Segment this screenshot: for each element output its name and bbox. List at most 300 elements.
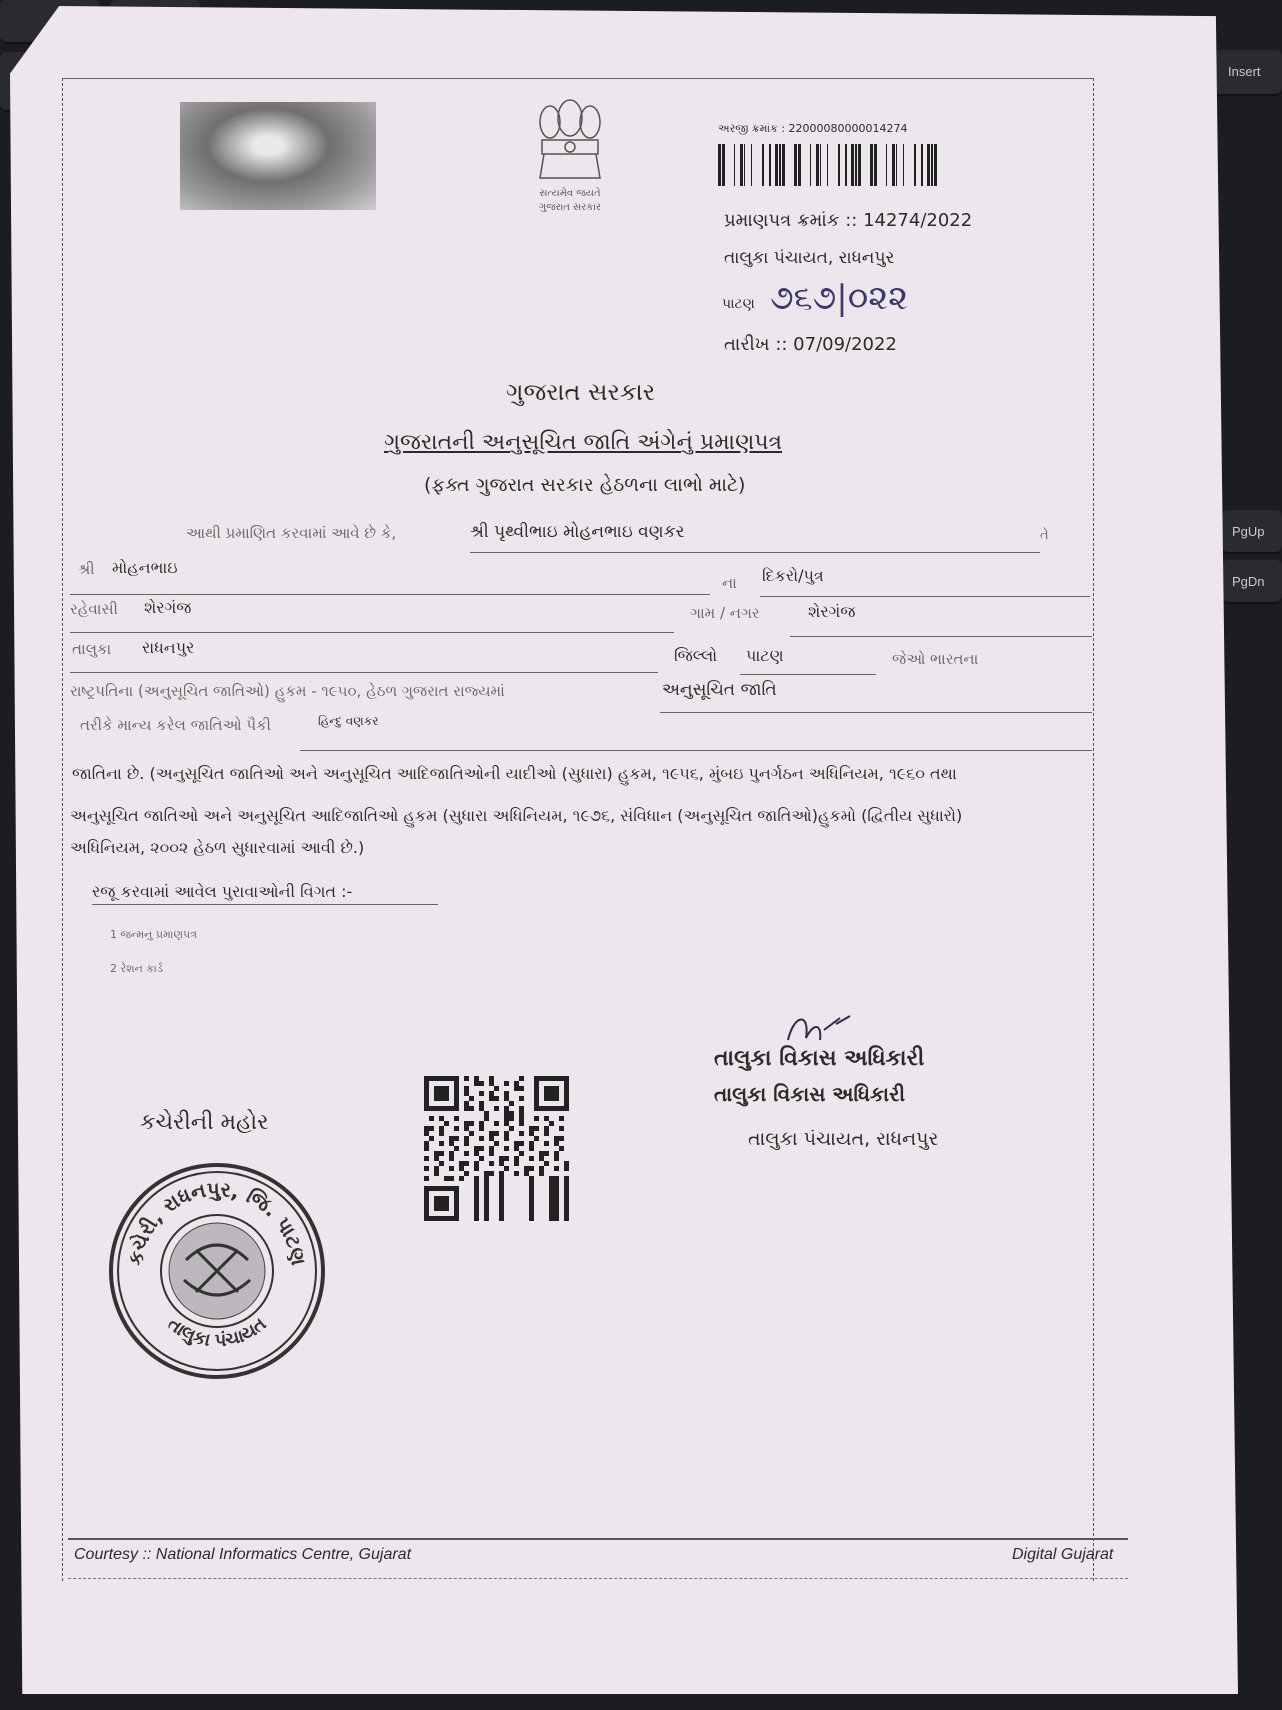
qr-module (469, 1096, 474, 1101)
qr-module (474, 1206, 479, 1211)
taluka: રાધનપુર (142, 638, 195, 657)
qr-module (544, 1131, 549, 1136)
qr-module (514, 1171, 519, 1176)
qr-module (474, 1081, 479, 1086)
qr-module (484, 1216, 489, 1221)
barcode-bar (934, 144, 937, 186)
qr-module (564, 1206, 569, 1211)
qr-module (439, 1151, 444, 1156)
handwritten-page-number: ૭૬૭|૦૨૨ (770, 278, 909, 318)
qr-module (459, 1161, 464, 1166)
qr-module (544, 1126, 549, 1131)
qr-module (424, 1126, 429, 1131)
barcode-bar (798, 144, 801, 186)
qr-module (464, 1076, 469, 1081)
qr-module (489, 1151, 494, 1156)
qr-module (484, 1206, 489, 1211)
qr-module (529, 1201, 534, 1206)
resident-label: રહેવાસી (70, 600, 118, 618)
qr-module (449, 1166, 454, 1171)
qr-module (474, 1186, 479, 1191)
qr-module (549, 1191, 554, 1196)
barcode-bar (810, 144, 811, 186)
relation-prefix: ના (722, 574, 737, 592)
barcode-bar (896, 144, 897, 186)
qr-module (429, 1126, 434, 1131)
qr-module (564, 1211, 569, 1216)
qr-module (524, 1171, 529, 1176)
qr-module (534, 1136, 539, 1141)
qr-module (504, 1091, 509, 1096)
qr-module (464, 1141, 469, 1146)
qr-module (504, 1166, 509, 1171)
qr-module (489, 1131, 494, 1136)
qr-module (479, 1121, 484, 1126)
qr-module (439, 1116, 444, 1121)
qr-module (489, 1161, 494, 1166)
qr-module (449, 1176, 454, 1181)
emblem-caption-1: સત્યમેવ જયતે (539, 188, 601, 199)
qr-module (424, 1131, 429, 1136)
qr-module (484, 1196, 489, 1201)
para-line-2: અનુસૂચિત જાતિઓ અને અનુસૂચિત આદિજાતિઓ હુકમ (સુધારા અધિનિયમ, ૧૯૭૬, સંવિધાન (અનુસૂચિત જાતિઓ)હુકમો (દ્વિતીય સુધારો) (70, 806, 963, 825)
qr-module (494, 1086, 499, 1091)
barcode-bar (827, 144, 828, 186)
qr-module (554, 1156, 559, 1161)
barcode-bar (870, 144, 873, 186)
qr-module (464, 1091, 469, 1096)
barcode-bar (744, 144, 745, 186)
qr-module (499, 1176, 504, 1181)
qr-module (504, 1131, 509, 1136)
qr-module (549, 1206, 554, 1211)
qr-module (499, 1216, 504, 1221)
qr-module (469, 1121, 474, 1126)
insert-label: Insert (1228, 64, 1261, 79)
qr-module (499, 1191, 504, 1196)
qr-module (529, 1166, 534, 1171)
qr-module (529, 1131, 534, 1136)
qr-module (464, 1106, 469, 1111)
qr-module (464, 1126, 469, 1131)
footer-digital-gujarat: Digital Gujarat (1012, 1546, 1114, 1563)
qr-module (489, 1081, 494, 1086)
qr-module (504, 1156, 509, 1161)
qr-module (539, 1151, 544, 1156)
seal-top-text: કચેરી, રાધનપુર, જિ. પાટણ (123, 1176, 312, 1268)
qr-module (499, 1156, 504, 1161)
qr-module (514, 1156, 519, 1161)
barcode-bar (820, 144, 821, 186)
qr-module (519, 1141, 524, 1146)
qr-module (514, 1161, 519, 1166)
qr-module (499, 1171, 504, 1176)
qr-module (479, 1126, 484, 1131)
qr-module (524, 1166, 529, 1171)
certificate-heading: ગુજરાતની અનુસૂચિત જાતિ અંગેનું પ્રમાણપત્ર (384, 430, 783, 455)
qr-module (454, 1126, 459, 1131)
qr-module (489, 1171, 494, 1176)
qr-code-icon (424, 1076, 574, 1224)
national-emblem-icon (520, 88, 620, 228)
barcode-bar (927, 144, 930, 186)
qr-module (484, 1186, 489, 1191)
barcode-bar (858, 144, 861, 186)
qr-module (564, 1166, 569, 1171)
barcode-bar (762, 144, 764, 186)
district-label: જિલ્લો (674, 646, 718, 665)
qr-module (499, 1196, 504, 1201)
qr-module (504, 1096, 509, 1101)
qr-module (529, 1146, 534, 1151)
qr-module (449, 1156, 454, 1161)
application-number: અરજી ક્રમાંક : 22000080000014274 (718, 122, 908, 135)
qr-module (479, 1101, 484, 1106)
barcode-bar (740, 144, 743, 186)
qr-module (459, 1176, 464, 1181)
qr-module (434, 1156, 439, 1161)
qr-module (519, 1121, 524, 1126)
qr-module (429, 1116, 434, 1121)
qr-module (549, 1186, 554, 1191)
certificate-number: પ્રમાણપત્ર ક્રમાંક :: 14274/2022 (724, 210, 973, 231)
qr-module (434, 1171, 439, 1176)
qr-module (529, 1156, 534, 1161)
qr-module (474, 1196, 479, 1201)
qr-module (484, 1116, 489, 1121)
qr-module (504, 1136, 509, 1141)
qr-module (459, 1166, 464, 1171)
qr-module (424, 1146, 429, 1151)
certify-text: આથી પ્રમાણિત કરવામાં આવે છે કે, (186, 524, 397, 542)
qr-module (489, 1096, 494, 1101)
qr-module (504, 1081, 509, 1086)
qr-module (469, 1131, 474, 1136)
barcode-bar (931, 144, 933, 186)
qr-finder-pattern (544, 1086, 559, 1101)
seal-bottom-text: તાલુકા પંચાયત (163, 1313, 271, 1352)
qr-module (519, 1106, 524, 1111)
qr-module (424, 1156, 429, 1161)
qr-module (484, 1191, 489, 1196)
qr-module (464, 1151, 469, 1156)
pgup-label: PgUp (1232, 524, 1265, 539)
barcode-bar (734, 144, 735, 186)
qr-module (469, 1106, 474, 1111)
qr-module (519, 1096, 524, 1101)
village-label: ગામ / નગર (690, 604, 760, 622)
qr-module (544, 1141, 549, 1146)
qr-module (444, 1121, 449, 1126)
qr-module (549, 1201, 554, 1206)
qr-module (474, 1146, 479, 1151)
caste: હિન્દુ વણકર (318, 714, 379, 728)
qr-module (564, 1216, 569, 1221)
qr-module (439, 1131, 444, 1136)
taluka-label: તાલુકા (72, 640, 112, 658)
pgdn-label: PgDn (1232, 574, 1265, 589)
qr-module (474, 1216, 479, 1221)
qr-module (554, 1216, 559, 1221)
qr-module (554, 1186, 559, 1191)
qr-module (554, 1206, 559, 1211)
qr-module (509, 1116, 514, 1121)
para-line-3: અધિનિયમ, ૨૦૦૨ હેઠળ સુધારવામાં આવી છે.) (70, 838, 365, 857)
qr-module (454, 1136, 459, 1141)
barcode-bar (886, 144, 887, 186)
qr-module (534, 1116, 539, 1121)
qr-module (549, 1181, 554, 1186)
office-seal-icon (106, 1160, 328, 1382)
qr-module (514, 1146, 519, 1151)
qr-module (429, 1136, 434, 1141)
qr-module (549, 1121, 554, 1126)
qr-module (479, 1156, 484, 1161)
qr-module (484, 1201, 489, 1206)
order-text: રાષ્ટ્રપતિના (અનુસૂચિત જાતિઓ) હુકમ - ૧૯૫૦, હેઠળ ગુજરાત રાજ્યમાં (70, 682, 505, 700)
barcode-bar (874, 144, 877, 186)
footer-rule-dashed (68, 1578, 1128, 1579)
barcode-bar (794, 144, 797, 186)
qr-module (554, 1151, 559, 1156)
barcode-bar (769, 144, 771, 186)
qr-module (494, 1096, 499, 1101)
qr-module (479, 1091, 484, 1096)
qr-module (529, 1211, 534, 1216)
qr-module (554, 1211, 559, 1216)
keyboard-key-pgup (1222, 510, 1282, 554)
qr-module (554, 1176, 559, 1181)
qr-module (529, 1206, 534, 1211)
header-office: તાલુકા પંચાયત, રાધનપુર (724, 248, 895, 268)
qr-module (464, 1086, 469, 1091)
qr-module (489, 1136, 494, 1141)
qr-module (424, 1141, 429, 1146)
qr-module (544, 1151, 549, 1156)
qr-module (499, 1206, 504, 1211)
father-name: મોહનભાઇ (112, 558, 178, 577)
qr-module (489, 1146, 494, 1151)
qr-module (474, 1151, 479, 1156)
certificate-subheading: (ફક્ત ગુજરાત સરકાર હેઠળના લાભો માટે) (424, 474, 746, 496)
relation: દિકરો/પુત્ર (762, 566, 824, 585)
resident: શેરગંજ (144, 598, 192, 617)
qr-module (474, 1161, 479, 1166)
qr-module (509, 1126, 514, 1131)
name-suffix: તે (1040, 528, 1049, 543)
qr-module (449, 1141, 454, 1146)
barcode-bar (775, 144, 778, 186)
qr-module (454, 1146, 459, 1151)
qr-module (494, 1131, 499, 1136)
qr-module (464, 1161, 469, 1166)
keyboard-key-pgdn (1222, 560, 1282, 604)
village: શેરગંજ (808, 602, 856, 621)
barcode-bar (903, 144, 904, 186)
qr-module (554, 1196, 559, 1201)
qr-module (554, 1136, 559, 1141)
qr-module (504, 1106, 509, 1111)
qr-module (529, 1141, 534, 1146)
qr-module (479, 1146, 484, 1151)
qr-module (564, 1181, 569, 1186)
qr-module (519, 1086, 524, 1091)
qr-module (559, 1126, 564, 1131)
qr-module (549, 1211, 554, 1216)
qr-module (529, 1191, 534, 1196)
qr-module (519, 1151, 524, 1156)
barcode-bar (845, 144, 847, 186)
qr-module (474, 1076, 479, 1081)
barcode-icon (718, 144, 944, 186)
qr-finder-pattern (434, 1196, 449, 1211)
qr-module (479, 1136, 484, 1141)
evidence-item: 2 રેશન કાર્ડ (110, 962, 163, 975)
qr-module (464, 1171, 469, 1176)
footer-rule (68, 1538, 1128, 1540)
qr-module (544, 1161, 549, 1166)
qr-module (514, 1141, 519, 1146)
category: અનુસૂચિત જાતિ (662, 680, 777, 700)
qr-module (509, 1101, 514, 1106)
qr-module (499, 1181, 504, 1186)
qr-module (529, 1196, 534, 1201)
applicant-name: શ્રી પૃથ્વીભાઇ મોહનભાઇ વણકર (470, 522, 685, 542)
qr-module (564, 1186, 569, 1191)
barcode-bar (782, 144, 785, 186)
recognized-text: તરીકે માન્ય કરેલ જાતિઓ પૈકી (80, 716, 271, 734)
signature-scribble-icon (780, 1010, 860, 1050)
qr-module (494, 1141, 499, 1146)
qr-module (474, 1191, 479, 1196)
qr-module (564, 1196, 569, 1201)
qr-module (474, 1166, 479, 1171)
qr-module (474, 1211, 479, 1216)
qr-module (439, 1126, 444, 1131)
qr-module (509, 1111, 514, 1116)
barcode-bar (718, 144, 721, 186)
qr-module (464, 1101, 469, 1106)
qr-module (554, 1181, 559, 1186)
qr-module (519, 1076, 524, 1081)
qr-module (504, 1121, 509, 1126)
evidence-heading: રજૂ કરવામાં આવેલ પુરાવાઓની વિગત :- (92, 882, 353, 901)
qr-module (529, 1126, 534, 1131)
qr-module (554, 1141, 559, 1146)
barcode-bar (851, 144, 854, 186)
qr-module (449, 1151, 454, 1156)
qr-module (494, 1121, 499, 1126)
qr-module (424, 1166, 429, 1171)
qr-module (504, 1111, 509, 1116)
qr-module (444, 1176, 449, 1181)
barcode-bar (892, 144, 895, 186)
qr-module (494, 1106, 499, 1111)
govt-title: ગુજરાત સરકાર (506, 378, 656, 406)
qr-module (474, 1181, 479, 1186)
qr-module (514, 1086, 519, 1091)
qr-module (549, 1196, 554, 1201)
barcode-bar (914, 144, 916, 186)
stamp-label: કચેરીની મહોર (140, 1110, 269, 1135)
qr-module (514, 1081, 519, 1086)
qr-module (504, 1146, 509, 1151)
qr-module (529, 1216, 534, 1221)
barcode-bar (838, 144, 840, 186)
qr-module (484, 1111, 489, 1116)
qr-module (439, 1161, 444, 1166)
qr-module (559, 1136, 564, 1141)
qr-module (499, 1201, 504, 1206)
qr-module (484, 1176, 489, 1181)
qr-module (564, 1191, 569, 1196)
barcode-bar (921, 144, 923, 186)
qr-module (554, 1166, 559, 1171)
qr-module (529, 1181, 534, 1186)
qr-module (499, 1211, 504, 1216)
qr-module (464, 1121, 469, 1126)
signature-title: તાલુકા વિકાસ અધિકારી (714, 1046, 925, 1071)
footer-courtesy: Courtesy :: National Informatics Centre, Gujarat (74, 1546, 412, 1563)
qr-module (539, 1156, 544, 1161)
evidence-item: 1 જન્મનું પ્રમાણપત્ર (110, 928, 197, 941)
qr-module (554, 1191, 559, 1196)
qr-module (434, 1166, 439, 1171)
qr-module (549, 1216, 554, 1221)
qr-module (449, 1136, 454, 1141)
qr-module (474, 1201, 479, 1206)
signature-title-overlap: તાલુકા વિકાસ અધિકારી (714, 1082, 906, 1106)
qr-module (484, 1211, 489, 1216)
qr-module (479, 1106, 484, 1111)
district: પાટણ (746, 646, 784, 665)
page-label: પાટણ (722, 296, 755, 312)
para-line-1: જાતિના છે. (અનુસૂચિત જાતિઓ અને અનુસૂચિત આદિજાતિઓની યાદીઓ (સુધારા) હુકમ, ૧૯૫૬, મુંબઇ પુનર્ગઠન અધિનિયમ, ૧૯૬૦ તથા (72, 764, 957, 783)
applicant-photo (180, 102, 376, 210)
qr-module (519, 1116, 524, 1121)
qr-module (479, 1081, 484, 1086)
father-label: શ્રી (78, 560, 95, 578)
qr-module (559, 1146, 564, 1151)
barcode-bar (722, 144, 725, 186)
qr-module (539, 1171, 544, 1176)
qr-module (534, 1126, 539, 1131)
who-text: જેઓ ભારતના (892, 650, 979, 668)
signature-office: તાલુકા પંચાયત, રાધનપુર (748, 1128, 939, 1150)
qr-module (439, 1141, 444, 1146)
qr-module (474, 1176, 479, 1181)
barcode-bar (751, 144, 752, 186)
keyboard-key-insert (1210, 50, 1282, 96)
qr-module (499, 1186, 504, 1191)
barcode-bar (779, 144, 781, 186)
qr-module (564, 1201, 569, 1206)
qr-module (529, 1186, 534, 1191)
qr-module (539, 1166, 544, 1171)
certificate-date: તારીખ :: 07/09/2022 (724, 334, 897, 355)
qr-module (489, 1076, 494, 1081)
qr-module (434, 1151, 439, 1156)
qr-module (484, 1181, 489, 1186)
qr-module (529, 1176, 534, 1181)
qr-module (519, 1111, 524, 1116)
qr-module (454, 1116, 459, 1121)
qr-module (464, 1136, 469, 1141)
qr-finder-pattern (434, 1086, 449, 1101)
qr-module (544, 1116, 549, 1121)
barcode-bar (816, 144, 819, 186)
qr-module (484, 1171, 489, 1176)
